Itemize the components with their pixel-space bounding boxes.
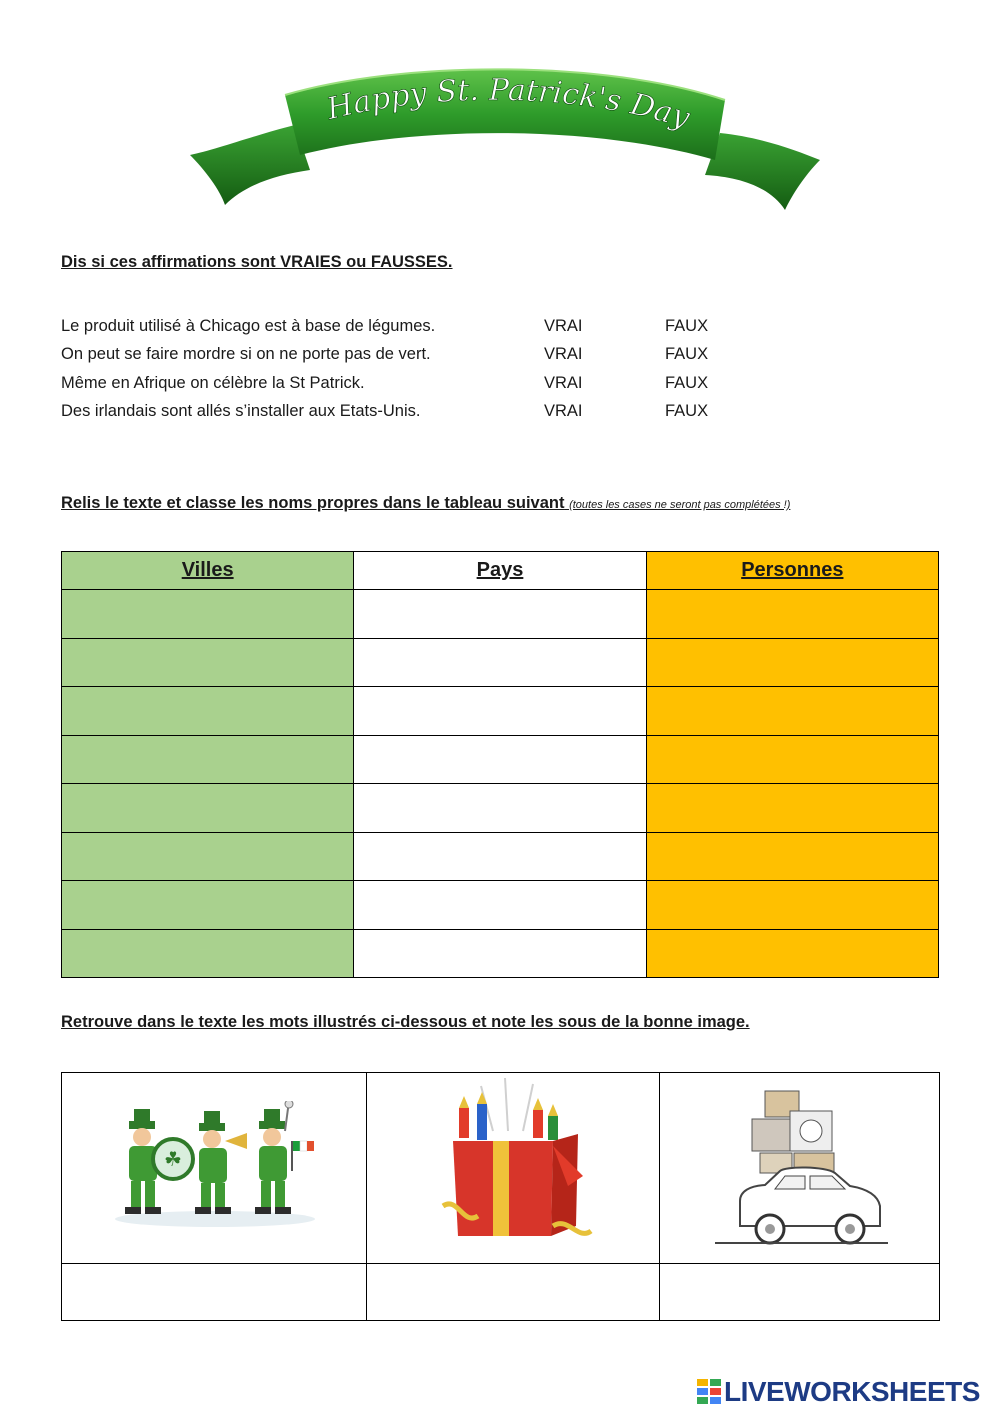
illustrated-words-heading: Retrouve dans le texte les mots illustrés ci-dessous et note les sous de la bonne image. <box>61 1013 750 1031</box>
statement-text: Des irlandais sont allés s’installer aux Etats-Unis. <box>61 402 421 421</box>
image-cell <box>660 1073 940 1264</box>
personnes-cell[interactable] <box>646 784 938 833</box>
column-header-pays: Pays <box>354 552 646 590</box>
faux-option[interactable]: FAUX <box>665 373 709 392</box>
vrai-option[interactable]: VRAI <box>544 345 583 364</box>
personnes-cell[interactable] <box>646 590 938 639</box>
faux-option[interactable]: FAUX <box>665 316 709 335</box>
classify-heading <box>61 494 790 513</box>
faux-option[interactable]: FAUX <box>665 345 709 364</box>
statement-row <box>61 312 745 341</box>
personnes-cell[interactable] <box>646 881 938 930</box>
personnes-cell[interactable] <box>646 929 938 978</box>
personnes-cell[interactable] <box>646 687 938 736</box>
villes-cell[interactable] <box>62 929 354 978</box>
pays-cell[interactable] <box>354 784 646 833</box>
column-header-personnes: Personnes <box>646 552 938 590</box>
st-patricks-day-banner <box>185 55 825 215</box>
personnes-cell[interactable] <box>646 832 938 881</box>
pays-cell[interactable] <box>354 929 646 978</box>
statement-text: Le produit utilisé à Chicago est à base de légumes. <box>61 316 436 335</box>
answer-cell[interactable] <box>660 1264 940 1321</box>
marching-band-image <box>107 1101 322 1231</box>
pays-cell[interactable] <box>354 881 646 930</box>
image-cell <box>62 1073 367 1264</box>
villes-cell[interactable] <box>62 735 354 784</box>
moving-car-image <box>710 1081 890 1251</box>
classify-title: Relis le texte et classe les noms propres dans le tableau suivant <box>61 494 565 512</box>
villes-cell[interactable] <box>62 638 354 687</box>
personnes-cell[interactable] <box>646 638 938 687</box>
personnes-cell[interactable] <box>646 735 938 784</box>
liveworksheets-logo <box>697 1376 980 1408</box>
pays-cell[interactable] <box>354 590 646 639</box>
statement-text: Même en Afrique on célèbre la St Patrick. <box>61 373 365 392</box>
classify-note: (toutes les cases ne seront pas complétées !) <box>569 499 791 511</box>
answer-cell[interactable] <box>62 1264 367 1321</box>
pays-cell[interactable] <box>354 638 646 687</box>
pays-cell[interactable] <box>354 687 646 736</box>
answer-cell[interactable] <box>367 1264 660 1321</box>
villes-cell[interactable] <box>62 832 354 881</box>
faux-option[interactable]: FAUX <box>665 402 709 421</box>
image-cell <box>367 1073 660 1264</box>
banner-text: Happy St. Patrick's Day <box>323 72 694 136</box>
vrai-option[interactable]: VRAI <box>544 316 583 335</box>
illustrated-words-table <box>61 1072 940 1321</box>
villes-cell[interactable] <box>62 590 354 639</box>
pays-cell[interactable] <box>354 735 646 784</box>
statement-row <box>61 369 745 398</box>
fireworks-gift-image <box>433 1076 593 1256</box>
villes-cell[interactable] <box>62 687 354 736</box>
liveworksheets-logo-text: LIVEWORKSHEETS <box>724 1376 980 1407</box>
svg-text:☘: ☘ <box>163 1148 182 1171</box>
statement-row <box>61 398 745 427</box>
proper-nouns-table <box>61 551 939 978</box>
statement-list <box>61 312 745 426</box>
statement-row <box>61 341 745 370</box>
pays-cell[interactable] <box>354 832 646 881</box>
liveworksheets-logo-icon <box>697 1379 721 1405</box>
true-false-heading: Dis si ces affirmations sont VRAIES ou FAUSSES. <box>61 253 453 271</box>
vrai-option[interactable]: VRAI <box>544 373 583 392</box>
column-header-villes: Villes <box>62 552 354 590</box>
villes-cell[interactable] <box>62 881 354 930</box>
vrai-option[interactable]: VRAI <box>544 402 583 421</box>
villes-cell[interactable] <box>62 784 354 833</box>
statement-text: On peut se faire mordre si on ne porte pas de vert. <box>61 345 431 364</box>
